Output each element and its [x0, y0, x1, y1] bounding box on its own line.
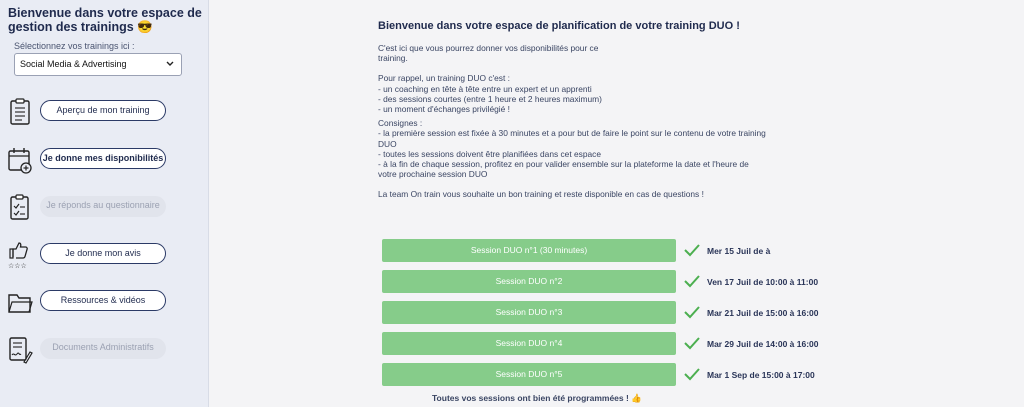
intro-line: training. — [378, 53, 408, 64]
sessions-complete-message: Toutes vos sessions ont bien été programmées ! 👍 — [432, 393, 642, 403]
rules-line: DUO — [378, 138, 397, 149]
sidebar-title: Bienvenue dans votre espace de gestion des trainings 😎 — [8, 6, 202, 34]
rules-line: - la première session est fixée à 30 minutes et a pour but de faire le point sur le contenu de votre training — [378, 128, 766, 139]
session-date-5: Mar 1 Sep de 15:00 à 17:00 — [707, 370, 815, 380]
document-sign-icon — [7, 335, 33, 365]
svg-text:☆☆☆: ☆☆☆ — [8, 262, 27, 270]
session-date-1: Mer 15 Juil de à — [707, 246, 771, 256]
chevron-down-icon — [165, 54, 175, 83]
session-date-2: Ven 17 Juil de 10:00 à 11:00 — [707, 277, 819, 287]
session-date-4: Mar 29 Juil de 14:00 à 16:00 — [707, 339, 819, 349]
check-icon — [684, 335, 700, 351]
session-button-5[interactable]: Session DUO n°5 — [382, 363, 676, 386]
page-title: Bienvenue dans votre espace de planification de votre training DUO ! — [378, 20, 740, 32]
session-button-2[interactable]: Session DUO n°2 — [382, 270, 676, 293]
clipboard-icon — [7, 97, 33, 127]
sidebar-item-disponibilites[interactable] — [0, 145, 209, 181]
intro-text — [378, 43, 798, 210]
sidebar-item-questionnaire[interactable] — [0, 193, 209, 229]
folder-icon — [7, 287, 33, 317]
sidebar-item-ressources[interactable] — [0, 287, 209, 323]
closing-text: La team On train vous souhaite un bon training et reste disponible en cas de questions ! — [378, 189, 704, 200]
check-icon — [684, 304, 700, 320]
rules-line: - à la fin de chaque session, profitez en pour valider ensemble sur la plateforme la date et l'heure de — [378, 159, 749, 170]
rules-line: - toutes les sessions doivent être planifiées dans cet espace — [378, 148, 601, 159]
apercu-button[interactable]: Aperçu de mon training — [40, 100, 166, 121]
check-icon — [684, 366, 700, 382]
session-button-1[interactable]: Session DUO n°1 (30 minutes) — [382, 239, 676, 262]
training-select-label: Sélectionnez vos trainings ici : — [14, 41, 135, 51]
checklist-icon — [7, 193, 33, 223]
check-icon — [684, 273, 700, 289]
session-date-3: Mar 21 Juil de 15:00 à 16:00 — [707, 308, 819, 318]
training-select[interactable] — [14, 53, 182, 76]
rules-line: Consignes : — [378, 118, 423, 129]
session-button-4[interactable]: Session DUO n°4 — [382, 332, 676, 355]
avis-button[interactable]: Je donne mon avis — [40, 243, 166, 264]
intro-paragraph — [378, 43, 798, 63]
sidebar-item-apercu[interactable] — [0, 97, 209, 133]
rules-line: votre prochaine session DUO — [378, 169, 488, 180]
questionnaire-button[interactable]: Je réponds au questionnaire — [40, 196, 166, 217]
reminder-paragraph — [378, 73, 798, 114]
reminder-line: Pour rappel, un training DUO c'est : — [378, 73, 510, 84]
sidebar-item-avis[interactable] — [0, 240, 209, 276]
reminder-line: - un moment d'échanges privilégié ! — [378, 104, 510, 115]
reminder-line: - des sessions courtes (entre 1 heure et 2 heures maximum) — [378, 93, 602, 104]
sidebar-item-documents[interactable] — [0, 335, 209, 371]
calendar-add-icon — [7, 145, 33, 175]
disponibilites-button[interactable]: Je donne mes disponibilités — [40, 148, 166, 169]
thumbs-up-stars-icon — [7, 240, 33, 270]
check-icon — [684, 242, 700, 258]
session-button-3[interactable]: Session DUO n°3 — [382, 301, 676, 324]
sidebar — [0, 0, 209, 407]
ressources-button[interactable]: Ressources & vidéos — [40, 290, 166, 311]
training-select-value: Social Media & Advertising — [20, 59, 127, 69]
intro-line: C'est ici que vous pourrez donner vos disponibilités pour ce — [378, 43, 599, 53]
documents-button[interactable]: Documents Administratifs — [40, 338, 166, 359]
rules-paragraph — [378, 118, 798, 179]
reminder-line: - un coaching en tête à tête entre un expert et un apprenti — [378, 83, 592, 94]
